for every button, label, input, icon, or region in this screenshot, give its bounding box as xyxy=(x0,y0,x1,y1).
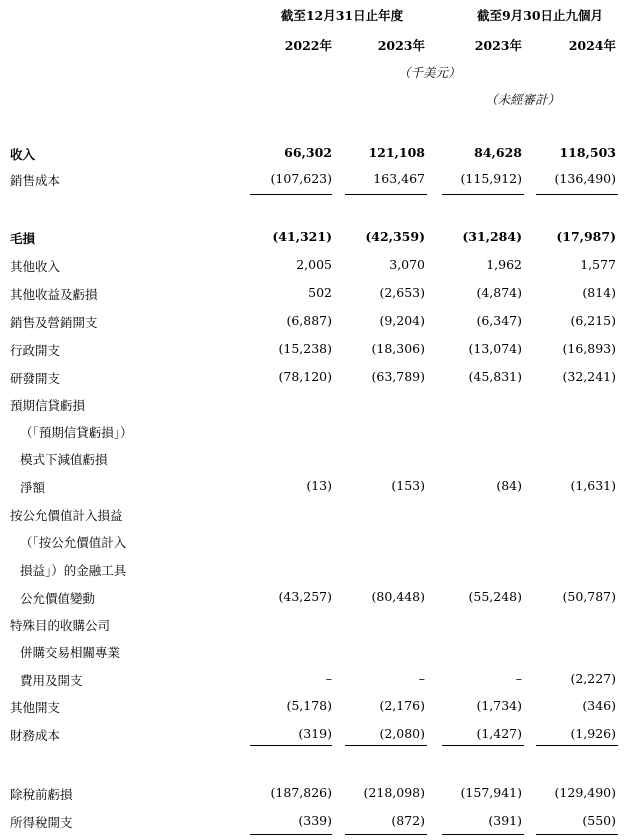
cell-value: (115,912) xyxy=(460,171,522,186)
row-label: 除稅前虧損 xyxy=(10,787,73,802)
cell-value: (1,631) xyxy=(570,478,616,493)
table-row xyxy=(0,616,627,636)
cell-value: (16,893) xyxy=(562,341,616,356)
cell-value: 163,467 xyxy=(373,171,425,186)
row-label: 費用及開支 xyxy=(20,673,83,688)
cell-value: (15,238) xyxy=(278,341,332,356)
cell-value: 118,503 xyxy=(559,145,616,160)
row-label: 銷售成本 xyxy=(10,173,61,188)
cell-value: (129,490) xyxy=(554,785,616,800)
cell-value: (550) xyxy=(582,813,616,828)
cell-value: (187,826) xyxy=(270,785,332,800)
table-row xyxy=(0,726,627,746)
cell-value: (2,227) xyxy=(570,671,616,686)
subtotal-rule xyxy=(536,745,618,746)
subtotal-rule xyxy=(442,194,524,195)
cell-value: (55,248) xyxy=(468,589,522,604)
row-label: 公允價值變動 xyxy=(20,591,96,606)
cell-value: 84,628 xyxy=(474,145,522,160)
unit-note: （千美元） xyxy=(398,65,461,80)
cell-value: (346) xyxy=(582,698,616,713)
table-row xyxy=(0,423,627,443)
cell-value: (1,427) xyxy=(476,726,522,741)
cell-value: (107,623) xyxy=(270,171,332,186)
cell-value: 121,108 xyxy=(368,145,425,160)
cell-value: (32,241) xyxy=(562,369,616,384)
subtotal-rule xyxy=(345,194,427,195)
cell-value: – xyxy=(418,671,425,686)
cell-value: (45,831) xyxy=(468,369,522,384)
row-label: 研發開支 xyxy=(10,371,61,386)
cell-value: (80,448) xyxy=(371,589,425,604)
table-row xyxy=(0,589,627,609)
cell-value: – xyxy=(325,671,332,686)
cell-value: (872) xyxy=(391,813,425,828)
table-row xyxy=(0,643,627,663)
cell-value: (4,874) xyxy=(476,285,522,300)
cell-value: – xyxy=(515,671,522,686)
header-group-nine-months: 截至9月30日止九個月 xyxy=(476,8,604,23)
cell-value: (17,987) xyxy=(556,229,616,244)
row-label: 併購交易相關專業 xyxy=(20,645,121,660)
row-label: 其他收益及虧損 xyxy=(10,287,98,302)
header-year-2023-b: 2023年 xyxy=(474,38,522,53)
unaudited-note: （未經審計） xyxy=(485,92,561,107)
table-row xyxy=(0,698,627,718)
row-label: 損益」）的金融工具 xyxy=(20,563,127,578)
row-label: 預期信貸虧損 xyxy=(10,398,86,413)
cell-value: 502 xyxy=(308,285,332,300)
cell-value: (218,098) xyxy=(363,785,425,800)
row-label: 銷售及營銷開支 xyxy=(10,315,98,330)
cell-value: (78,120) xyxy=(278,369,332,384)
table-row xyxy=(0,506,627,526)
row-label: 模式下減值虧損 xyxy=(20,452,108,467)
cell-value: (41,321) xyxy=(272,229,332,244)
table-row xyxy=(0,257,627,277)
cell-value: (157,941) xyxy=(460,785,522,800)
row-label: 財務成本 xyxy=(10,728,61,743)
cell-value: (814) xyxy=(582,285,616,300)
table-row xyxy=(0,145,627,165)
header-year-2022: 2022年 xyxy=(284,38,332,53)
cell-value: 66,302 xyxy=(284,145,332,160)
row-label: 所得稅開支 xyxy=(10,815,73,830)
table-row xyxy=(0,229,627,249)
table-row xyxy=(0,313,627,333)
cell-value: (13,074) xyxy=(468,341,522,356)
table-row xyxy=(0,171,627,191)
table-row xyxy=(0,813,627,833)
cell-value: (84) xyxy=(496,478,522,493)
table-row xyxy=(0,561,627,581)
row-label: （「預期信貸虧損」） xyxy=(20,425,133,440)
header-year-2023-a: 2023年 xyxy=(377,38,425,53)
cell-value: (391) xyxy=(488,813,522,828)
row-label: 行政開支 xyxy=(10,343,61,358)
table-row xyxy=(0,785,627,805)
subtotal-rule xyxy=(536,834,618,835)
subtotal-rule xyxy=(536,194,618,195)
cell-value: (2,176) xyxy=(379,698,425,713)
row-label: 其他收入 xyxy=(10,259,61,274)
subtotal-rule xyxy=(250,194,332,195)
cell-value: (31,284) xyxy=(462,229,522,244)
subtotal-rule xyxy=(442,834,524,835)
cell-value: (13) xyxy=(306,478,332,493)
cell-value: (1,926) xyxy=(570,726,616,741)
table-row xyxy=(0,450,627,470)
cell-value: (6,347) xyxy=(476,313,522,328)
row-label: 淨額 xyxy=(20,480,46,495)
subtotal-rule xyxy=(345,834,427,835)
row-label: 其他開支 xyxy=(10,700,61,715)
header-year-2024: 2024年 xyxy=(568,38,616,53)
cell-value: 2,005 xyxy=(296,257,332,272)
cell-value: (339) xyxy=(298,813,332,828)
cell-value: (43,257) xyxy=(278,589,332,604)
subtotal-rule xyxy=(250,745,332,746)
cell-value: (9,204) xyxy=(379,313,425,328)
cell-value: (2,080) xyxy=(379,726,425,741)
row-label: （「按公允價值計入 xyxy=(20,535,127,550)
table-row xyxy=(0,396,627,416)
table-row xyxy=(0,341,627,361)
subtotal-rule xyxy=(345,745,427,746)
table-row xyxy=(0,369,627,389)
row-label: 特殊目的收購公司 xyxy=(10,618,111,633)
cell-value: (50,787) xyxy=(562,589,616,604)
table-row xyxy=(0,478,627,498)
row-label: 毛損 xyxy=(10,231,36,246)
cell-value: (6,215) xyxy=(570,313,616,328)
cell-value: (6,887) xyxy=(286,313,332,328)
header-group-year: 截至12月31日止年度 xyxy=(280,8,404,23)
subtotal-rule xyxy=(442,745,524,746)
table-row xyxy=(0,671,627,691)
cell-value: 3,070 xyxy=(389,257,425,272)
cell-value: (42,359) xyxy=(365,229,425,244)
row-label: 按公允價值計入損益 xyxy=(10,508,123,523)
subtotal-rule xyxy=(250,834,332,835)
cell-value: (1,734) xyxy=(476,698,522,713)
cell-value: 1,962 xyxy=(486,257,522,272)
table-row xyxy=(0,285,627,305)
cell-value: (136,490) xyxy=(554,171,616,186)
row-label: 收入 xyxy=(10,147,36,162)
cell-value: 1,577 xyxy=(580,257,616,272)
cell-value: (2,653) xyxy=(379,285,425,300)
table-row xyxy=(0,533,627,553)
cell-value: (319) xyxy=(298,726,332,741)
cell-value: (63,789) xyxy=(371,369,425,384)
cell-value: (5,178) xyxy=(286,698,332,713)
cell-value: (18,306) xyxy=(371,341,425,356)
cell-value: (153) xyxy=(391,478,425,493)
